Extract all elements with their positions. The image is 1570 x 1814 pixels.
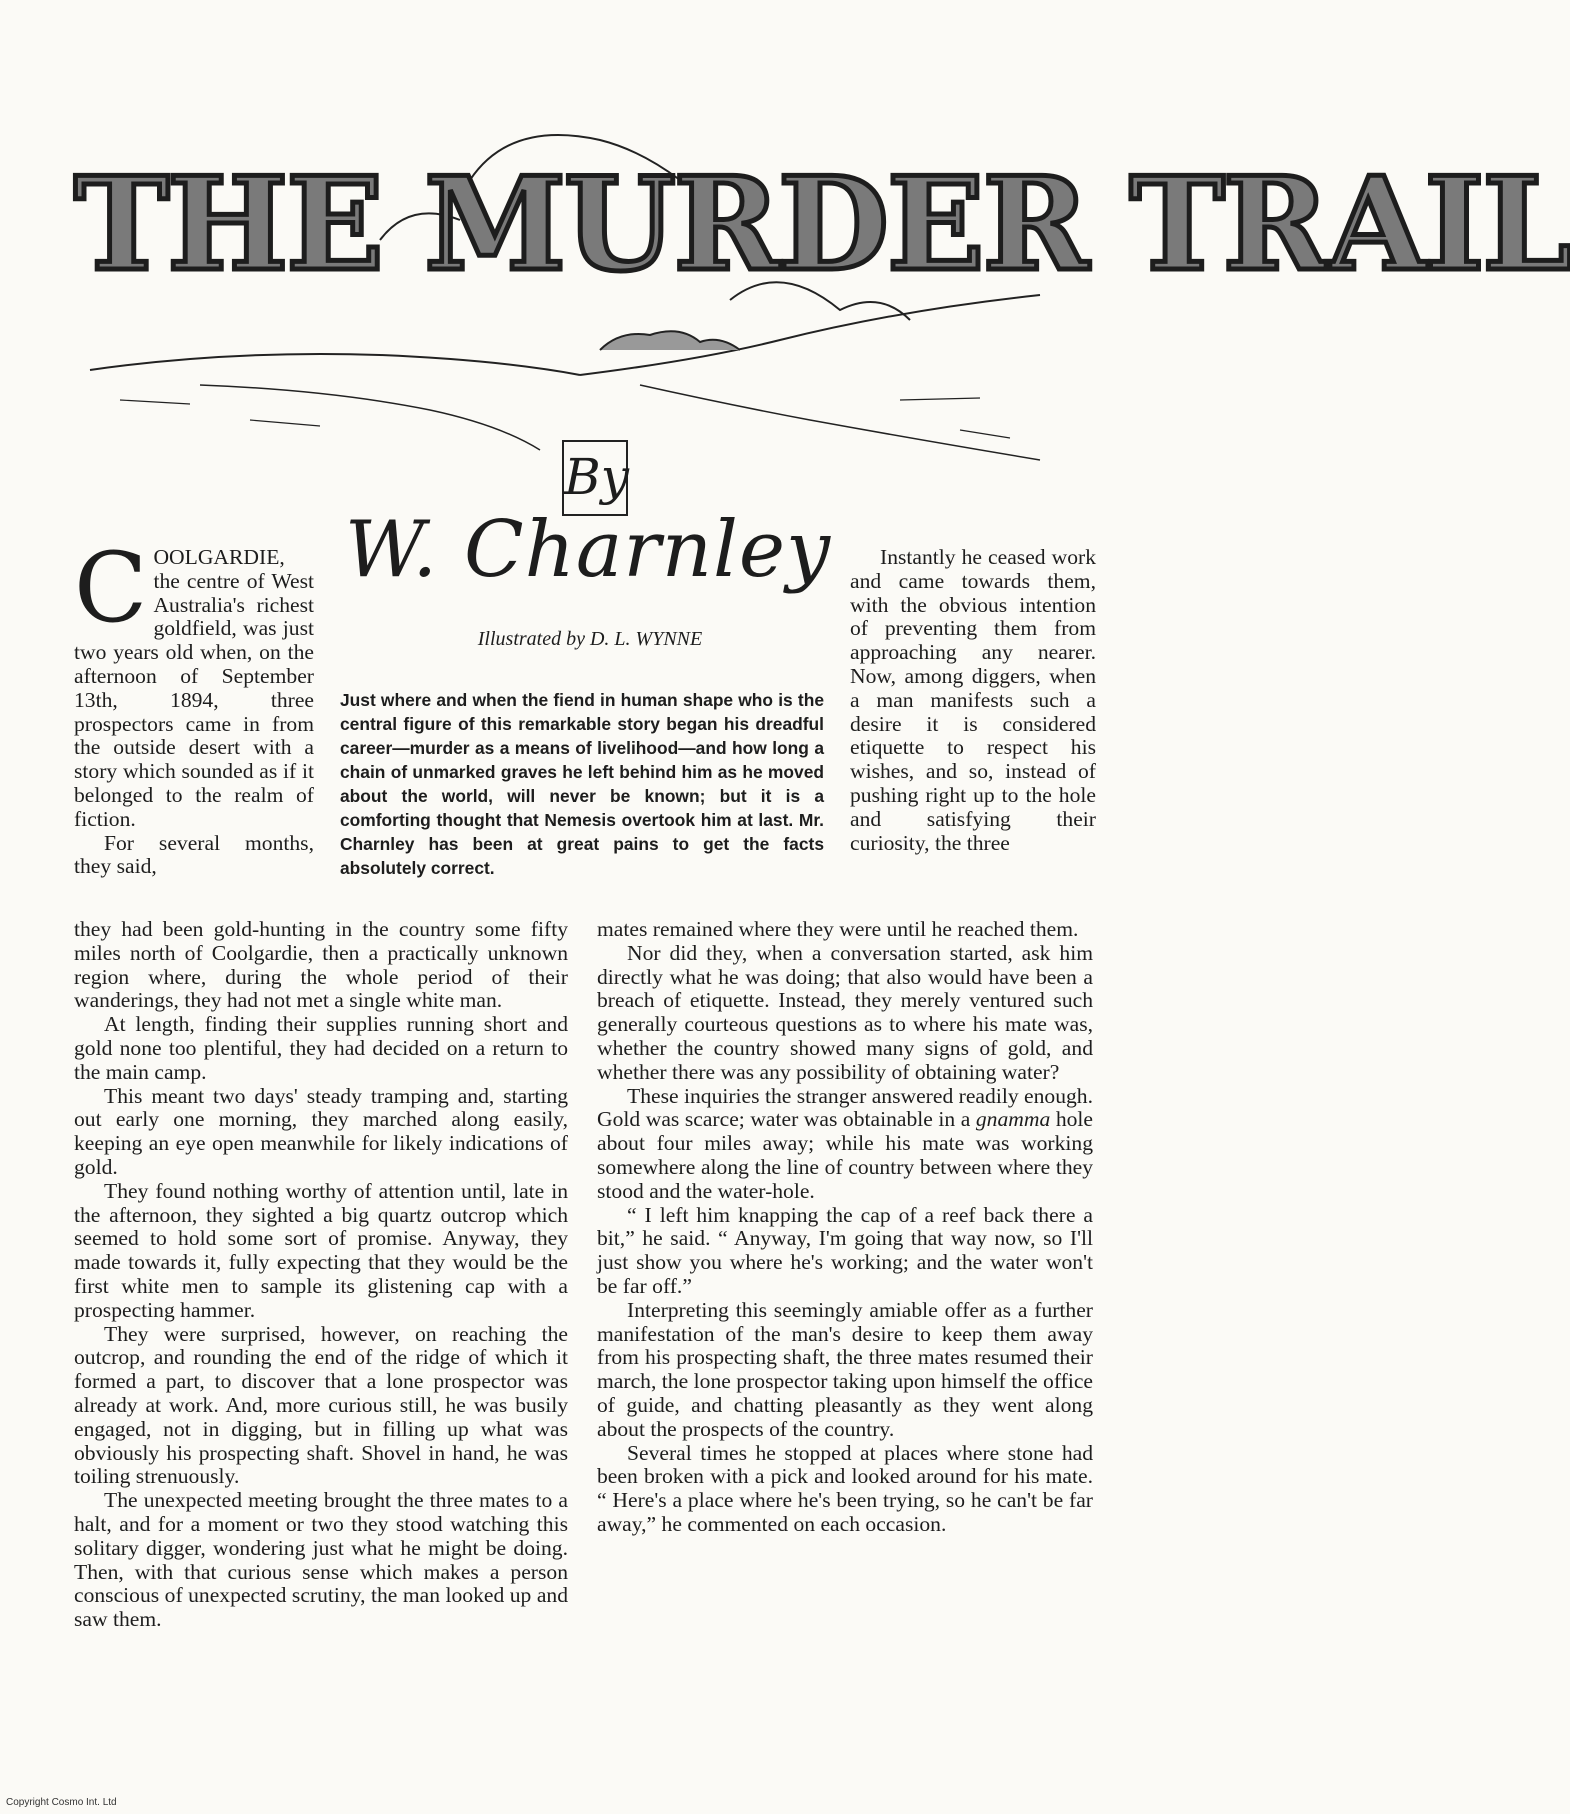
paragraph: Interpreting this seemingly amiable offer as a further manifestation of the man's desire to keep them away from his prospecting shaft, the three mates resumed their march, the lone prospector taking upon himself the office of guide, and chatting pleasantly as they went along about the prospects of the country. bbox=[597, 1297, 1093, 1441]
opening-text: OOLGARDIE, the centre of West Australia's richest goldfield, was just two years old when, on the afternoon of September 13th, 1894, three prospectors came in from the outside desert with a story which sounded as if it belonged to the realm of fiction. bbox=[74, 545, 314, 831]
paragraph: “ I left him knapping the cap of a reef back there a bit,” he said. “ Anyway, I'm going that way now, so I'll just show you where he's working; and the water won't be far off.” bbox=[597, 1202, 1093, 1298]
by-monogram: By bbox=[562, 440, 628, 516]
paragraph: For several months, they said, bbox=[74, 830, 314, 879]
opening-paragraph bbox=[74, 532, 314, 832]
paragraph: they had been gold-hunting in the country some fifty miles north of Coolgardie, then a practically unknown region where, during the whole period of their wanderings, they had not met a single white man. bbox=[74, 917, 568, 1013]
column-left bbox=[74, 918, 568, 1632]
paragraph: Several times he stopped at places where stone had been broken with a pick and looked around for his mate. “ Here's a place where he's been trying, so he can't be far away,” he commented on each occasion. bbox=[597, 1440, 1093, 1536]
column-right bbox=[597, 918, 1093, 1537]
paragraph: Nor did they, when a conversation started, ask him directly what he was doing; that also would have been a breach of etiquette. Instead, they merely ventured such generally courteous questions as to where his mate was, whether the country showed many signs of gold, and whether there was any possibility of obtaining water? bbox=[597, 940, 1093, 1084]
paragraph-text: hole about four miles away; while his mate was working somewhere along the line of country between where they stood and the water-hole. bbox=[597, 1107, 1093, 1203]
column-left-top bbox=[74, 532, 314, 879]
paragraph-text: These inquiries the stranger answered readily enough. Gold was scarce; water was obtainable in a bbox=[597, 1083, 1093, 1132]
paragraph: This meant two days' steady tramping and, starting out early one morning, they marched along easily, keeping an eye open meanwhile for likely indications of gold. bbox=[74, 1083, 568, 1179]
paragraph: mates remained where they were until he reached them. bbox=[597, 917, 1079, 941]
column-right-top bbox=[850, 546, 1096, 855]
drop-cap: C bbox=[74, 532, 148, 644]
paragraph bbox=[597, 1085, 1093, 1204]
article-title: THE MURDER TRAIL bbox=[74, 150, 1570, 300]
paragraph: Instantly he ceased work and came towards them, with the obvious intention of preventing them from approaching any nearer. Now, among diggers, when a man manifests such a desire it is considered etiquette to respect his wishes, and so, instead of pushing right up to the hole and satisfying their curiosity, the three bbox=[850, 545, 1096, 855]
standfirst: Just where and when the fiend in human shape who is the central figure of this remarkable story began his dreadful career—murder as a means of livelihood—and how long a chain of unmarked graves he left behind him as he moved about the world, will never be known; but it is a comforting thought that Nemesis overtook him at last. Mr. Charnley has been at great pains to get the facts absolutely correct. bbox=[340, 690, 824, 878]
italic-term: gnamma bbox=[975, 1107, 1051, 1132]
copyright-notice: Copyright Cosmo Int. Ltd bbox=[6, 1797, 117, 1808]
author-name: W. Charnley bbox=[344, 505, 832, 595]
illustrator-credit: Illustrated by D. L. WYNNE bbox=[477, 628, 703, 650]
paragraph: They found nothing worthy of attention until, late in the afternoon, they sighted a big quartz outcrop which seemed to hold some sort of promise. Anyway, they made towards it, fully expecting that they would be the first white men to sample its glistening cap with a prospecting hammer. bbox=[74, 1178, 568, 1322]
paragraph: They were surprised, however, on reaching the outcrop, and rounding the end of the ridge of which it formed a part, to discover that a lone prospector was already at work. And, more curious still, he was busily engaged, not in digging, but in filling up what was obviously his prospecting shaft. Shovel in hand, he was toiling strenuously. bbox=[74, 1321, 568, 1489]
paragraph: At length, finding their supplies running short and gold none too plentiful, they had decided on a return to the main camp. bbox=[74, 1012, 568, 1084]
paragraph: The unexpected meeting brought the three mates to a halt, and for a moment or two they stood watching this solitary digger, wondering just what he might be doing. Then, with that curious sense which makes a person conscious of unexpected scrutiny, the man looked up and saw them. bbox=[74, 1488, 568, 1632]
